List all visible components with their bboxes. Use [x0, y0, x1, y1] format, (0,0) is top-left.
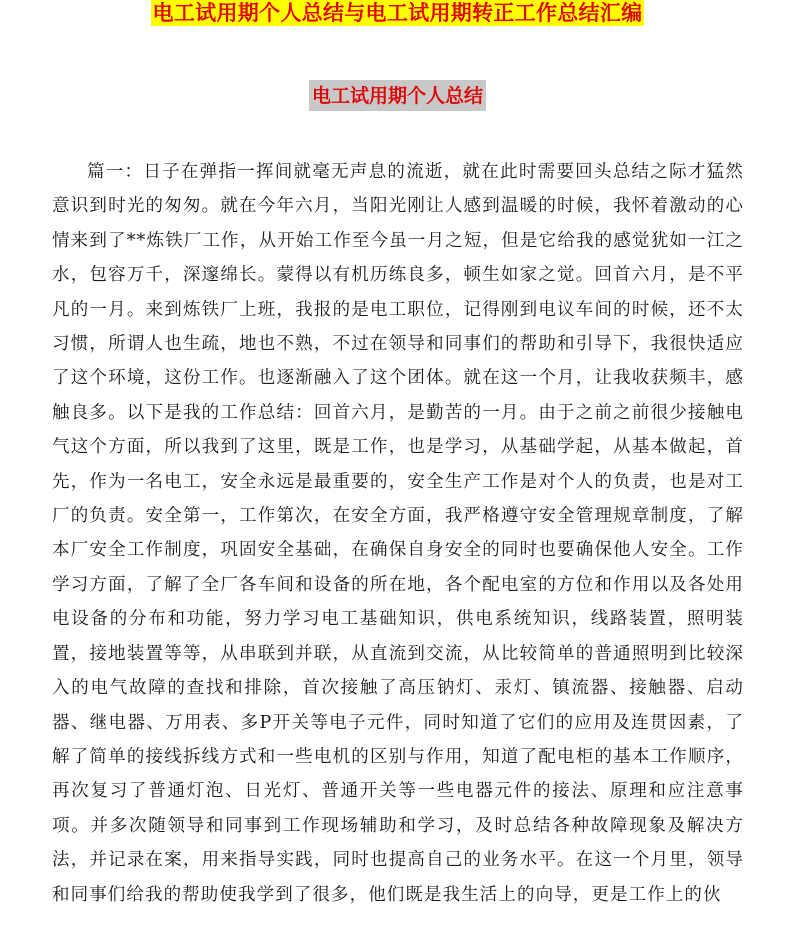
- section-title-text: 电工试用期个人总结: [309, 80, 486, 111]
- body-paragraph: 篇一：日子在弹指一挥间就毫无声息的流逝，就在此时需要回头总结之际才猛然意识到时光的匆匆。就在今年六月，当阳光刚让人感到温暖的时候，我怀着激动的心情来到了**炼铁厂工作，从开始工作至今虽一月之短，但是它给我的感觉犹如一江之水，包容万千，深邃绵长。蒙得以有机历练良多，顿生如家之觉。回首六月，是不平凡的一月。来到炼铁厂上班，我报的是电工职位，记得刚到电议车间的时候，还不太习惯，所谓人也生疏，地也不熟，不过在领导和同事们的帮助和引导下，我很快适应了这个环境，这份工作。也逐渐融入了这个团体。就在这一个月，让我收获频丰，感触良多。以下是我的工作总结：回首六月，是勤苦的一月。由于之前之前很少接触电气这个方面，所以我到了这里，既是工作，也是学习，从基础学起，从基本做起，首先，作为一名电工，安全永远是最重要的，安全生产工作是对个人的负责，也是对工厂的负责。安全第一，工作第次，在安全方面，我严格遵守安全管理规章制度，了解本厂安全工作制度，巩固安全基础，在确保自身安全的同时也要确保他人安全。工作学习方面，了解了全厂各车间和设备的所在地，各个配电室的方位和作用以及各处用电设备的分布和功能，努力学习电工基础知识，供电系统知识，线路装置，照明装置，接地装置等等，从串联到并联，从直流到交流，从比较简单的普通照明到比较深入的电气故障的查找和排除，首次接触了高压钠灯、汞灯、镇流器、接触器、启动器、继电器、万用表、多P开关等电子元件，同时知道了它们的应用及连贯因素，了解了简单的接线拆线方式和一些电机的区别与作用，知道了配电柜的基本工作顺序，再次复习了普通灯泡、日光灯、普通开关等一些电器元件的接法、原理和应注意事项。并多次随领导和同事到工作现场辅助和学习，及时总结各种故障现象及解决方法，并记录在案，用来指导实践，同时也提高自己的业务水平。在这一个月里，领导和同事们给我的帮助使我学到了很多，他们既是我生活上的向导，更是工作上的伙: [52, 162, 744, 905]
- document-title-text: 电工试用期个人总结与电工试用期转正工作总结汇编: [152, 0, 643, 25]
- section-title: [0, 80, 795, 111]
- document-title: [0, 0, 795, 26]
